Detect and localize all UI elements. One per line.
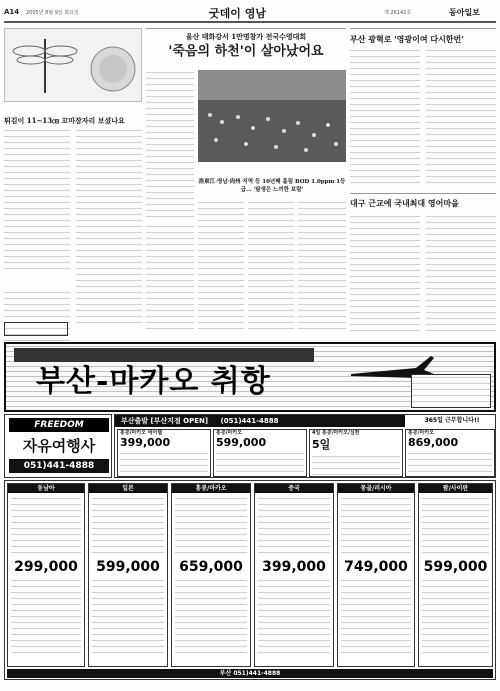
tour-details bbox=[341, 578, 411, 658]
banner-strip bbox=[14, 348, 314, 362]
tour-column[interactable] bbox=[171, 483, 251, 667]
divider bbox=[350, 193, 496, 194]
main-story bbox=[146, 28, 346, 340]
tour-title: 홍콩/마카오 bbox=[172, 484, 250, 493]
tour-details bbox=[92, 496, 164, 556]
article-text bbox=[4, 128, 70, 273]
tour-details bbox=[175, 496, 247, 556]
tour-details bbox=[258, 496, 330, 556]
article-text bbox=[146, 70, 194, 220]
article-text bbox=[248, 200, 294, 334]
package-card[interactable] bbox=[117, 429, 211, 477]
article-text bbox=[350, 214, 420, 334]
tour-price-grid bbox=[4, 480, 496, 680]
tour-title: 중국 bbox=[255, 484, 333, 493]
package-card[interactable] bbox=[405, 429, 495, 477]
dragonfly-photo bbox=[4, 28, 142, 102]
grid-footer: 부산 051)441-4888 bbox=[7, 669, 493, 678]
tour-price: 399,000 bbox=[262, 559, 326, 575]
tour-details bbox=[175, 578, 247, 658]
issue-date: 2005년 8월 9일 화요일 bbox=[26, 10, 79, 16]
tour-title: 동남아 bbox=[8, 484, 84, 493]
agency-name: 자유여행사 bbox=[22, 437, 96, 455]
freedom-logo: FREEDOM bbox=[9, 418, 109, 432]
package-name: 4일 홍콩/마카오/심천 bbox=[312, 430, 360, 436]
charter-banner-text: 부산출발 [부산지점 OPEN] bbox=[121, 417, 209, 425]
tour-column[interactable] bbox=[7, 483, 85, 667]
package-card[interactable] bbox=[213, 429, 307, 477]
swimmers-photo-icon bbox=[198, 70, 346, 162]
package-details bbox=[312, 454, 400, 476]
sub-headline: 洛東江·영남·尙州 지역 등 10년째 홀림 BOD 1.0ppm 1등급… '탐생은 느끼한 보람' bbox=[198, 179, 346, 193]
charter-phone: (051)441-4888 bbox=[220, 417, 279, 425]
right-column bbox=[350, 28, 496, 340]
tour-column[interactable] bbox=[418, 483, 493, 667]
freedom-travel-ad[interactable] bbox=[4, 414, 112, 478]
package-name: 홍콩/마카오 에어텔 bbox=[120, 430, 163, 436]
package-price: 599,000 bbox=[216, 436, 267, 449]
agency-phone: 051)441-4888 bbox=[9, 459, 109, 473]
package-price: 5일 bbox=[312, 438, 331, 451]
article-text bbox=[146, 224, 194, 334]
page-number: A14 bbox=[4, 8, 20, 16]
banner-title: 부산-마카오 취항 bbox=[36, 364, 271, 399]
macau-route-banner[interactable] bbox=[4, 342, 496, 412]
section-title: 굿데이 영남 bbox=[209, 7, 266, 20]
tour-details bbox=[92, 578, 164, 658]
tour-price: 749,000 bbox=[344, 559, 408, 575]
divider bbox=[350, 28, 496, 29]
article-text bbox=[426, 214, 496, 334]
article-text bbox=[198, 200, 244, 334]
small-ad bbox=[4, 322, 68, 336]
open-days: 365일 근무합니다!! bbox=[424, 417, 480, 424]
charter-ad[interactable] bbox=[114, 414, 496, 478]
article-text bbox=[76, 128, 142, 328]
photo-caption bbox=[198, 164, 346, 174]
left-column bbox=[4, 28, 142, 340]
package-price: 869,000 bbox=[408, 436, 459, 449]
tour-price: 599,000 bbox=[96, 559, 160, 575]
right-headline-2: 대구 근교에 국내최대 영어마을 bbox=[350, 198, 459, 208]
sub-headline: 튀김이 11~13㎝ 꼬마잠자리 보셨나요 bbox=[4, 116, 125, 125]
package-details bbox=[408, 451, 492, 473]
tour-title: 괌/사이판 bbox=[419, 484, 492, 493]
package-card[interactable] bbox=[309, 429, 403, 477]
masthead bbox=[4, 3, 496, 25]
article-text bbox=[298, 200, 346, 334]
swimmers-photo bbox=[198, 70, 346, 162]
package-name: 홍콩/마카오 bbox=[408, 430, 434, 436]
tour-details bbox=[258, 578, 330, 658]
package-grid bbox=[115, 429, 496, 478]
divider bbox=[146, 28, 346, 29]
schedule-lines bbox=[412, 375, 490, 407]
package-price: 399,000 bbox=[120, 436, 171, 449]
issue-number: 제 26142호 bbox=[384, 10, 412, 16]
tour-title: 일본 bbox=[89, 484, 167, 493]
right-headline-1: 부산 광혁로 '영광이여 다시한번' bbox=[350, 34, 464, 44]
tour-details bbox=[422, 578, 489, 658]
kicker: 울산 태화강서 1만명참가 전국수영대회 bbox=[185, 32, 307, 41]
tour-price: 299,000 bbox=[14, 559, 78, 575]
tour-price: 599,000 bbox=[423, 559, 488, 575]
header-rule bbox=[4, 21, 496, 23]
package-name: 홍콩/마카오 bbox=[216, 430, 242, 436]
tour-details bbox=[422, 496, 489, 556]
package-details bbox=[216, 451, 304, 473]
photo-caption bbox=[4, 104, 142, 112]
article-text bbox=[4, 290, 70, 350]
tour-column[interactable] bbox=[254, 483, 334, 667]
article-text bbox=[426, 48, 496, 188]
tour-title: 몽골/러시아 bbox=[338, 484, 414, 493]
dragonfly-icon bbox=[5, 29, 141, 101]
schedule-table bbox=[411, 374, 491, 408]
tour-price: 659,000 bbox=[179, 559, 243, 575]
article-text bbox=[350, 48, 420, 188]
headline: '죽음의 하천'이 살아났어요 bbox=[168, 44, 324, 59]
tour-details bbox=[11, 496, 81, 556]
tour-details bbox=[11, 578, 81, 658]
paper-name: 동아일보 bbox=[449, 7, 480, 17]
tour-column[interactable] bbox=[88, 483, 168, 667]
package-details bbox=[120, 451, 208, 473]
charter-banner bbox=[115, 415, 405, 427]
tour-details bbox=[341, 496, 411, 556]
tour-column[interactable] bbox=[337, 483, 415, 667]
